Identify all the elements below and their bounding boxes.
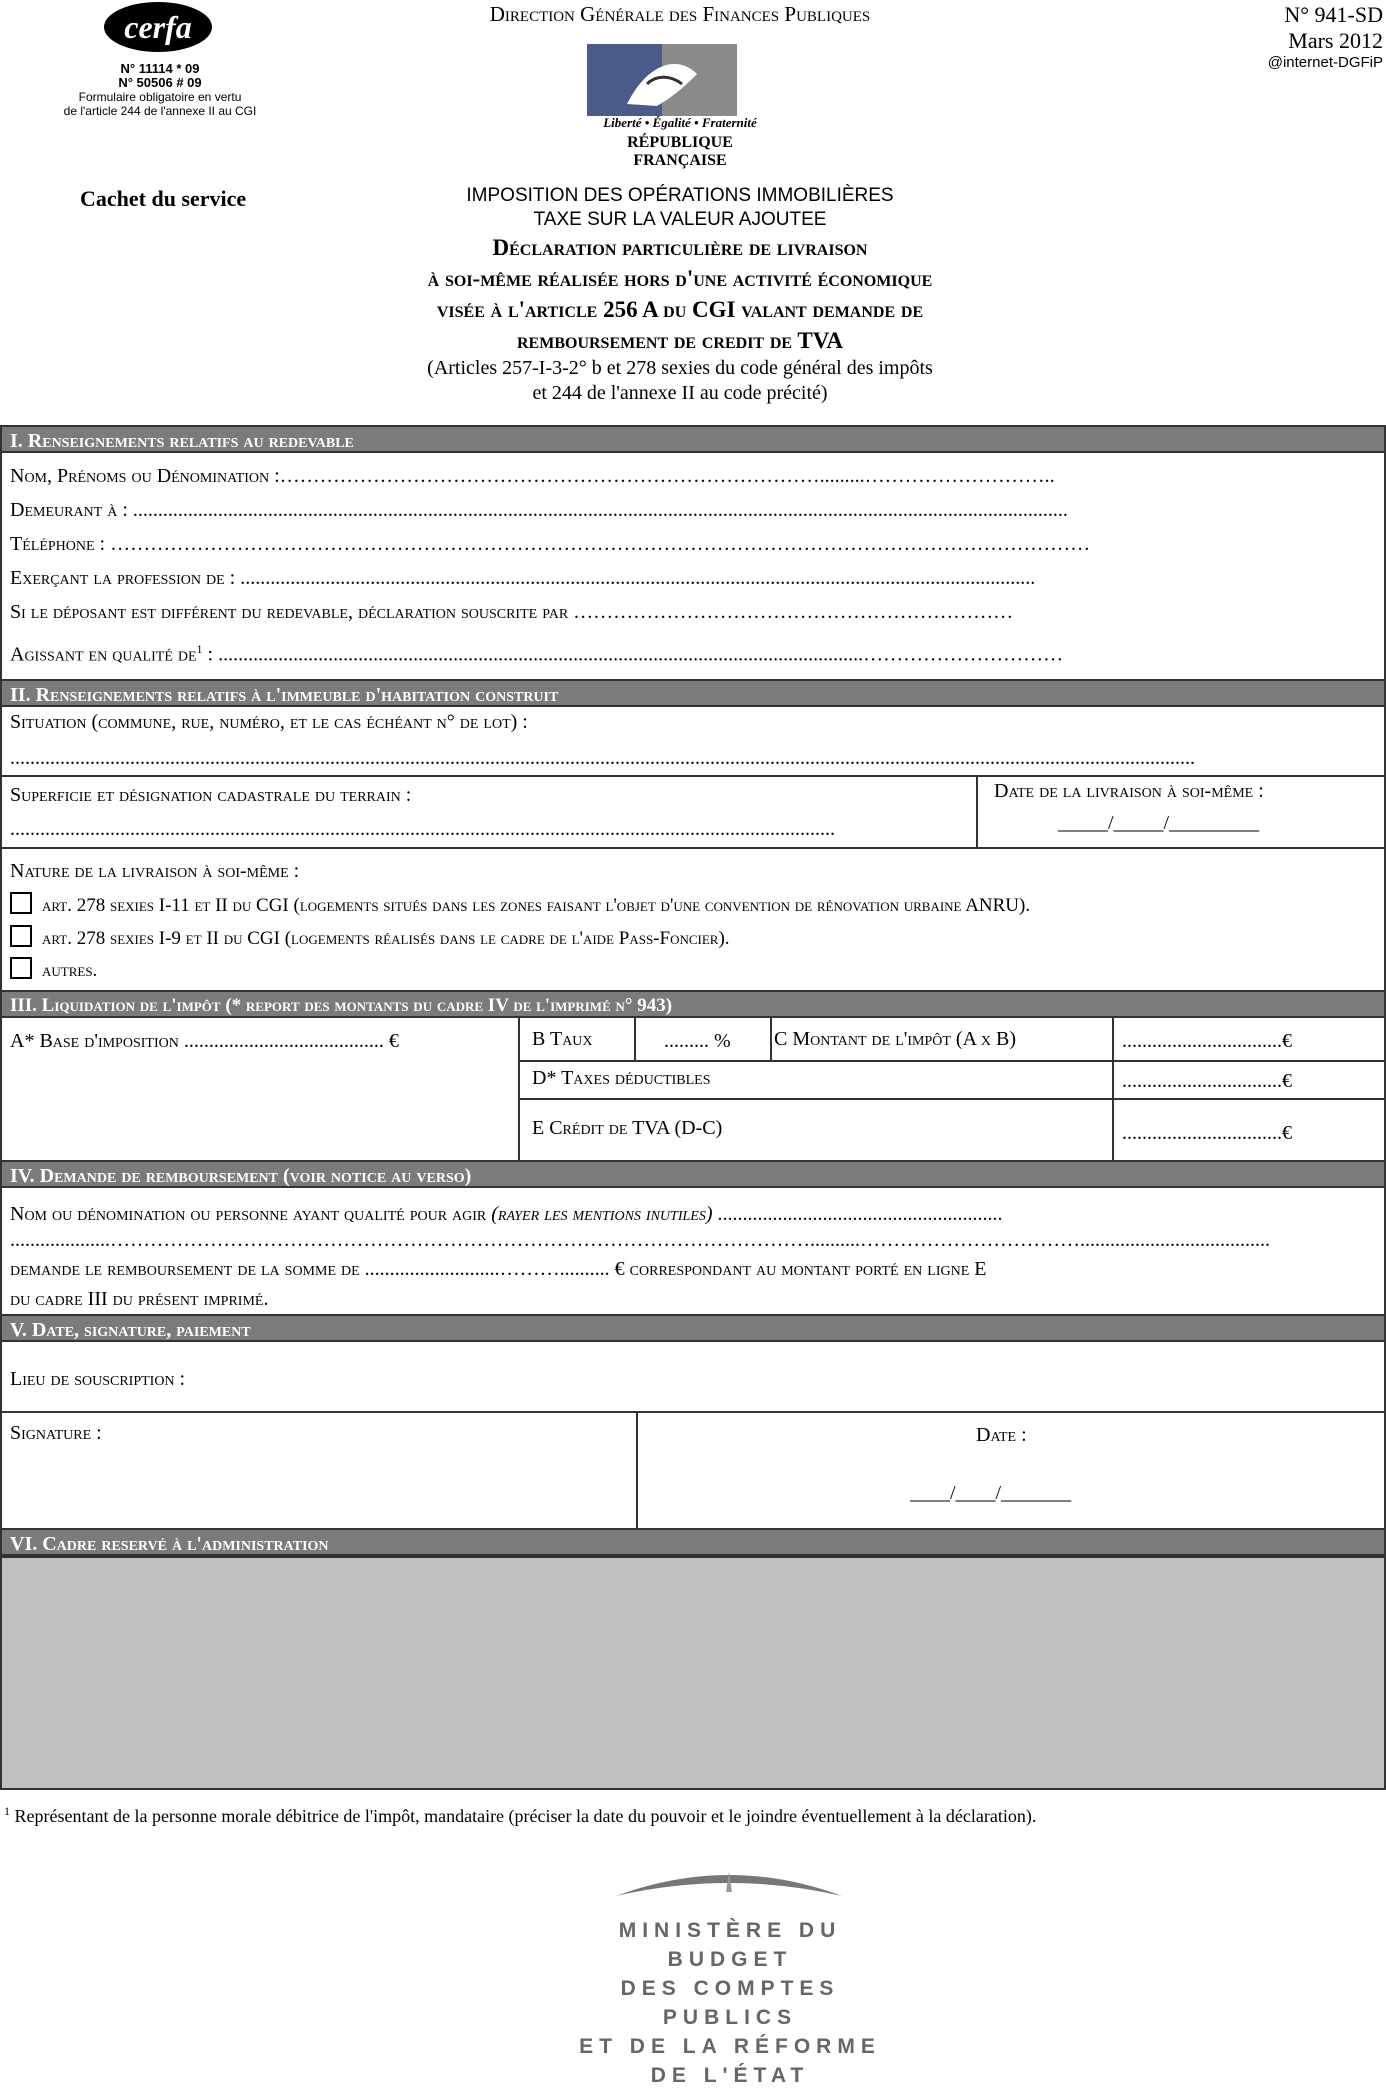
agissant-field[interactable]	[10, 642, 1376, 667]
remboursement-amount-field[interactable]: demande le remboursement de la somme de ...........................……….......... € correspondant au montant porté en ligne E	[10, 1258, 987, 1280]
superficie-field[interactable]: .....................................................................................................................................................................	[10, 818, 835, 840]
cerfa-logo: cerfa	[104, 2, 212, 52]
credit-tva-field[interactable]: ................................€	[1122, 1122, 1292, 1144]
section-6-header: VI. Cadre reservé à l'administration	[0, 1528, 1386, 1556]
demandeur-field-continued[interactable]: ....................……………………………………………………………………………………………..........……………………………......................................	[10, 1229, 1270, 1251]
demandeur-note: (rayer les mentions inutiles)	[491, 1203, 713, 1225]
situation-field[interactable]: .............................................................................................................................................................................................................................................	[10, 747, 1195, 769]
taux-field[interactable]: ......... %	[664, 1030, 731, 1052]
cerfa-reference	[40, 62, 280, 118]
title-line-1: IMPOSITION DES OPÉRATIONS IMMOBILIÈRES	[466, 185, 894, 206]
option-pass-foncier-label: art. 278 sexies I-9 et II du CGI (logements réalisés dans le cadre de l'aide Pass-Foncier).	[42, 928, 730, 949]
date-signature-label: Date :	[976, 1424, 1027, 1446]
base-imposition-field[interactable]: A* Base d'imposition ........................................ €	[10, 1030, 399, 1052]
montant-impot-field[interactable]: ................................€	[1122, 1030, 1292, 1052]
ministry-line-2: DES COMPTES PUBLICS	[620, 1977, 840, 2029]
section-3-header: III. Liquidation de l'impôt (* report des montants du cadre IV de l'imprimé n° 943)	[0, 990, 1386, 1018]
agissant-dots: : .................................................................................................................................…………………………	[202, 643, 1064, 666]
form-number-block	[1163, 2, 1386, 72]
situation-label: Situation (commune, rue, numéro, et le cas échéant n° de lot) :	[10, 711, 528, 733]
form-title	[300, 184, 1060, 406]
demandeur-dots: .........................................................	[712, 1203, 1003, 1225]
divider	[636, 1411, 638, 1528]
ministry-line-3: ET DE LA RÉFORME DE L'ÉTAT	[579, 2035, 881, 2087]
title-line-4: à soi-même réalisée hors d'une activité économique	[427, 266, 933, 291]
profession-field[interactable]: Exerçant la profession de : ...............................................................................................................................................................	[10, 567, 1036, 589]
section-5-border-left	[0, 1342, 2, 1528]
cerfa-number-1: N° 11114 * 09	[120, 61, 200, 76]
footnote	[4, 1804, 1036, 1827]
section-3-border-left	[0, 1018, 2, 1160]
title-line-8: et 244 de l'annexe II au code précité)	[532, 382, 828, 404]
nature-option-anru[interactable]	[10, 892, 1376, 917]
section-1-border-left	[0, 453, 2, 679]
agency-name: Direction Générale des Finances Publiques	[489, 2, 871, 26]
footnote-text: Représentant de la personne morale débitrice de l'impôt, mandataire (préciser la date du pouvoir et le joindre éventuellement à la déclaration).	[10, 1806, 1037, 1826]
date-livraison-label: Date de la livraison à soi-même :	[994, 780, 1264, 802]
lieu-souscription-field[interactable]: Lieu de souscription :	[10, 1368, 186, 1390]
divider	[976, 775, 978, 847]
signature-field[interactable]: Signature :	[10, 1422, 102, 1444]
option-anru-label: art. 278 sexies I-11 et II du CGI (logements situés dans les zones faisant l'objet d'une convention de rénovation urbaine ANRU).	[42, 895, 1031, 916]
deposant-field[interactable]: Si le déposant est différent du redevable, déclaration souscrite par …………………………………………………………	[10, 601, 1014, 623]
footnote-ref: 1	[196, 642, 203, 656]
nom-field[interactable]: Nom, Prénoms ou Dénomination :……………………………………………………………………….........………………………..	[10, 465, 1055, 487]
taxes-deductibles-label: D* Taxes déductibles	[532, 1067, 711, 1089]
checkbox-autres[interactable]	[10, 957, 32, 979]
option-autres-label: autres.	[42, 960, 98, 981]
demeurant-field[interactable]: Demeurant à : ...........................................................................................................................................................................................	[10, 499, 1068, 521]
rf-name: RÉPUBLIQUE FRANÇAISE	[627, 134, 733, 169]
montant-impot-label: C Montant de l'impôt (A x B)	[774, 1028, 1017, 1050]
divider	[0, 1411, 1386, 1413]
taxes-deductibles-field[interactable]: ................................€	[1122, 1070, 1292, 1092]
section-5-header: V. Date, signature, paiement	[0, 1314, 1386, 1342]
nature-option-autres[interactable]	[10, 957, 1376, 982]
credit-tva-label: E Crédit de TVA (D-C)	[532, 1117, 723, 1139]
nature-option-pass-foncier[interactable]	[10, 925, 1376, 950]
agissant-label: Agissant en qualité de	[10, 643, 197, 666]
cerfa-number-2: N° 50506 # 09	[118, 75, 202, 90]
divider	[0, 775, 1386, 777]
admin-reserved-area	[0, 1556, 1386, 1790]
cerfa-note-2: de l'article 244 de l'annexe II au CGI	[63, 104, 257, 118]
checkbox-anru[interactable]	[10, 892, 32, 914]
title-line-3: Déclaration particulière de livraison	[492, 235, 868, 260]
divider	[518, 1018, 520, 1160]
remboursement-note: du cadre III du présent imprimé.	[10, 1288, 269, 1310]
telephone-field[interactable]: Téléphone : …………………………………………………………………………………………………………………………………	[10, 533, 1091, 555]
rf-motto: Liberté • Égalité • Fraternité	[603, 115, 757, 130]
nature-label: Nature de la livraison à soi-même :	[10, 860, 300, 882]
footnote-number: 1	[4, 1804, 10, 1818]
form-date: Mars 2012	[1288, 28, 1383, 53]
cachet-label: Cachet du service	[80, 186, 247, 211]
demandeur-label: Nom ou dénomination ou personne ayant qualité pour agir	[10, 1203, 492, 1225]
taux-label: B Taux	[532, 1028, 593, 1050]
demandeur-field[interactable]	[10, 1203, 1376, 1226]
section-4-header: IV. Demande de remboursement (voir notice au verso)	[0, 1160, 1386, 1188]
section-2-header: II. Renseignements relatifs à l'immeuble d'habitation construit	[0, 679, 1386, 707]
form-source: @internet-DGFiP	[1267, 54, 1383, 71]
title-line-5: visée à l'article 256 A du CGI valant demande de	[436, 297, 924, 322]
marianne-logo	[587, 44, 737, 116]
form-number: N° 941-SD	[1284, 2, 1383, 27]
divider	[770, 1018, 772, 1060]
ministry-line-1: MINISTÈRE DU BUDGET	[618, 1919, 842, 1971]
checkbox-pass-foncier[interactable]	[10, 925, 32, 947]
date-signature-field[interactable]: ____/____/_______	[910, 1482, 1072, 1504]
title-line-2: TAXE SUR LA VALEUR AJOUTEE	[533, 209, 827, 230]
title-line-6: remboursement de credit de TVA	[517, 328, 843, 353]
ministry-logo-arc	[614, 1862, 844, 1916]
divider	[518, 1098, 1386, 1100]
superficie-label: Superficie et désignation cadastrale du terrain :	[10, 784, 412, 806]
cerfa-note-1: Formulaire obligatoire en vertu	[78, 90, 242, 104]
title-line-7: (Articles 257-I-3-2° b et 278 sexies du code général des impôts	[427, 357, 933, 379]
ministry-name	[560, 1916, 900, 2090]
divider	[0, 847, 1386, 849]
date-livraison-field[interactable]: _____/_____/_________	[1058, 812, 1260, 834]
divider	[634, 1018, 636, 1060]
section-1-header: I. Renseignements relatifs au redevable	[0, 425, 1386, 453]
divider	[518, 1060, 1386, 1062]
